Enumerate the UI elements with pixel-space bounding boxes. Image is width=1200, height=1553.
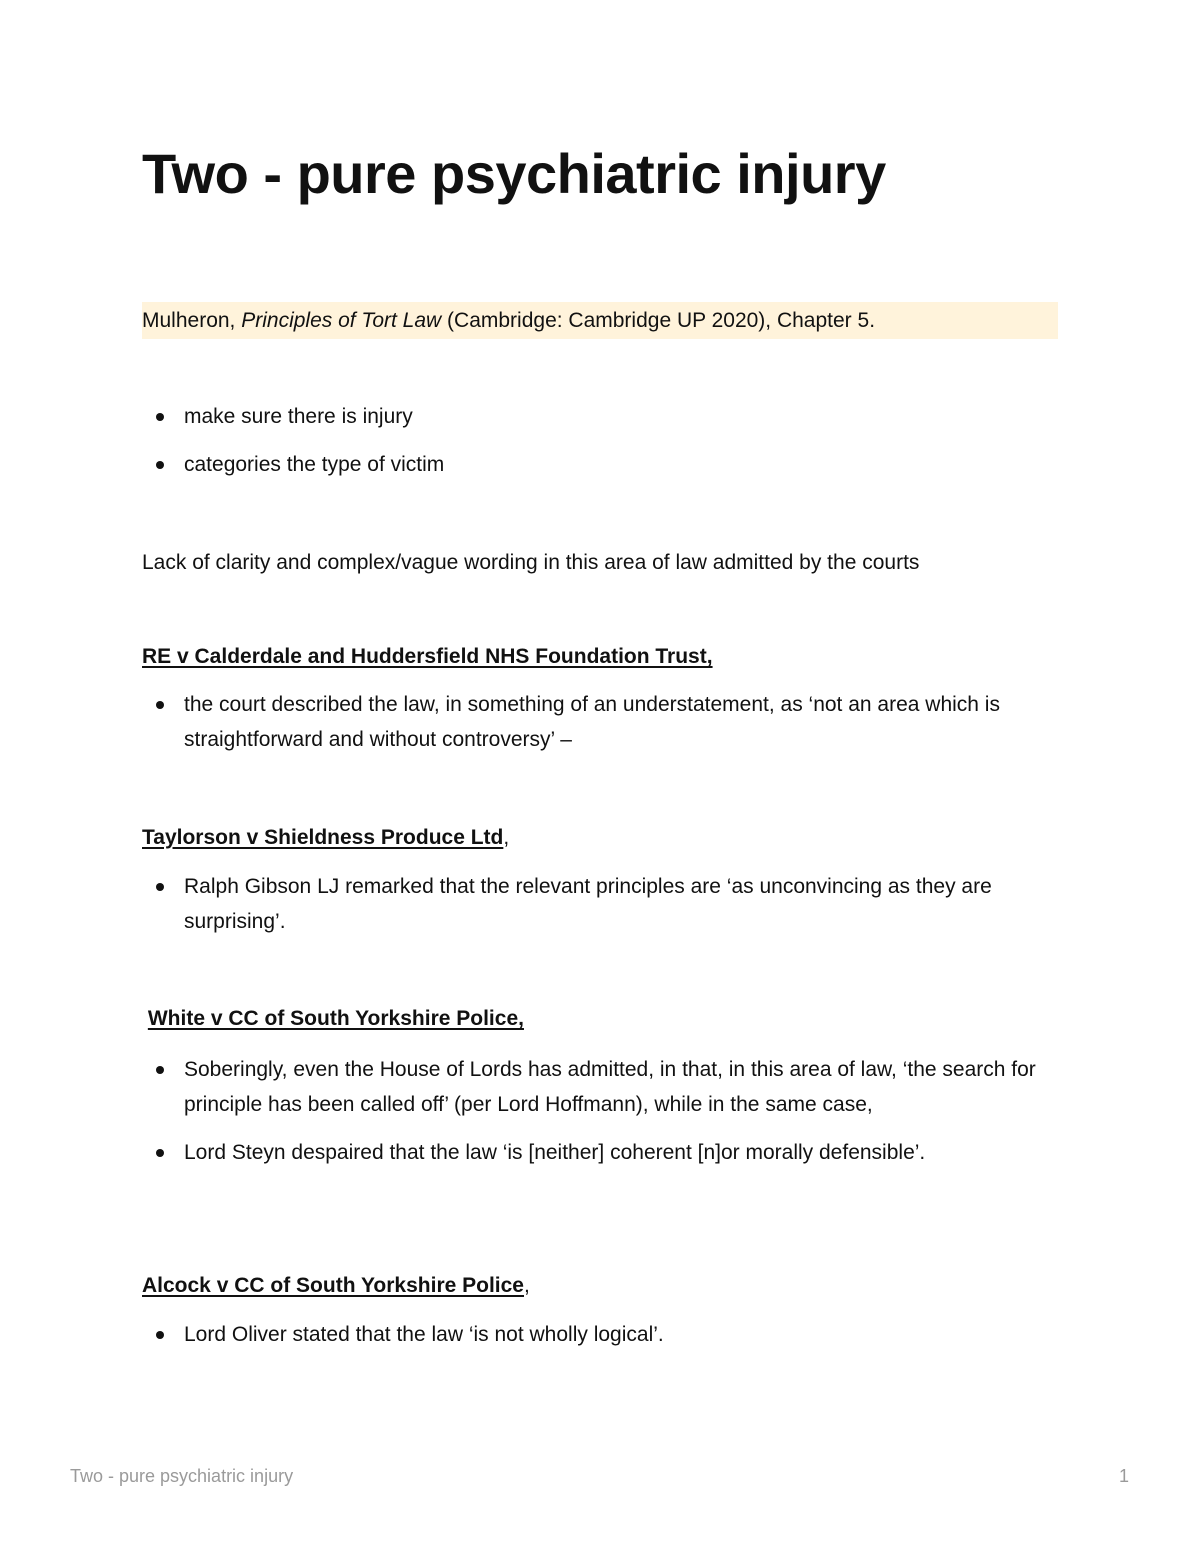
case-heading-taylorson bbox=[142, 824, 509, 852]
list-item bbox=[142, 1052, 1062, 1122]
case-heading-re-calderdale bbox=[142, 643, 713, 671]
list-item bbox=[142, 447, 1062, 482]
bullet-dot-icon bbox=[156, 701, 164, 709]
case-points-white bbox=[142, 1052, 1062, 1183]
case-heading-white bbox=[142, 1005, 524, 1033]
case-suffix: , bbox=[503, 826, 510, 849]
case-heading-alcock bbox=[142, 1272, 530, 1300]
list-item bbox=[142, 869, 1062, 939]
reference-author: Mulheron, bbox=[142, 309, 242, 332]
page-title: Two - pure psychiatric injury bbox=[142, 142, 886, 205]
case-points-alcock bbox=[142, 1317, 1062, 1365]
footer-page-number: 1 bbox=[1118, 1466, 1129, 1486]
list-item bbox=[142, 1317, 1062, 1352]
bullet-dot-icon bbox=[156, 1331, 164, 1339]
intro-paragraph: Lack of clarity and complex/vague wording in this area of law admitted by the courts bbox=[142, 551, 920, 574]
case-name: Taylorson v Shieldness Produce Ltd bbox=[142, 826, 504, 849]
footer-document-title: Two - pure psychiatric injury bbox=[70, 1466, 294, 1486]
bullet-dot-icon bbox=[156, 461, 164, 469]
list-item bbox=[142, 1135, 1062, 1170]
bullet-dot-icon bbox=[156, 883, 164, 891]
list-item-text: Lord Steyn despaired that the law ‘is [neither] coherent [n]or morally defensible’. bbox=[184, 1141, 926, 1164]
case-name: White v CC of South Yorkshire Police, bbox=[147, 1007, 524, 1030]
bullet-dot-icon bbox=[156, 413, 164, 421]
list-item-text: make sure there is injury bbox=[184, 405, 413, 428]
bullet-dot-icon bbox=[156, 1149, 164, 1157]
list-item-text: Soberingly, even the House of Lords has admitted, in that, in this area of law, ‘the search for principle has been called off’ (per Lord Hoffmann), while in the same case, bbox=[184, 1058, 1036, 1116]
list-item-text: Ralph Gibson LJ remarked that the relevant principles are ‘as unconvincing as they are surprising’. bbox=[184, 875, 992, 933]
reference-details: (Cambridge: Cambridge UP 2020), Chapter 5. bbox=[441, 309, 876, 332]
bullet-dot-icon bbox=[156, 1066, 164, 1074]
reference-citation bbox=[142, 307, 875, 335]
case-points-re-calderdale bbox=[142, 687, 1062, 770]
intro-bullet-list bbox=[142, 399, 1062, 495]
list-item bbox=[142, 687, 1062, 757]
case-name: RE v Calderdale and Huddersfield NHS Foundation Trust, bbox=[142, 645, 713, 668]
case-name: Alcock v CC of South Yorkshire Police bbox=[142, 1274, 524, 1297]
list-item-text: categories the type of victim bbox=[184, 453, 445, 476]
case-points-taylorson bbox=[142, 869, 1062, 952]
list-item-text: the court described the law, in something of an understatement, as ‘not an area which is straightforward and without controversy’ – bbox=[184, 693, 1000, 751]
case-suffix: , bbox=[524, 1274, 530, 1297]
reference-book-title: Principles of Tort Law bbox=[241, 309, 442, 332]
list-item-text: Lord Oliver stated that the law ‘is not wholly logical’. bbox=[184, 1323, 664, 1346]
list-item bbox=[142, 399, 1062, 434]
